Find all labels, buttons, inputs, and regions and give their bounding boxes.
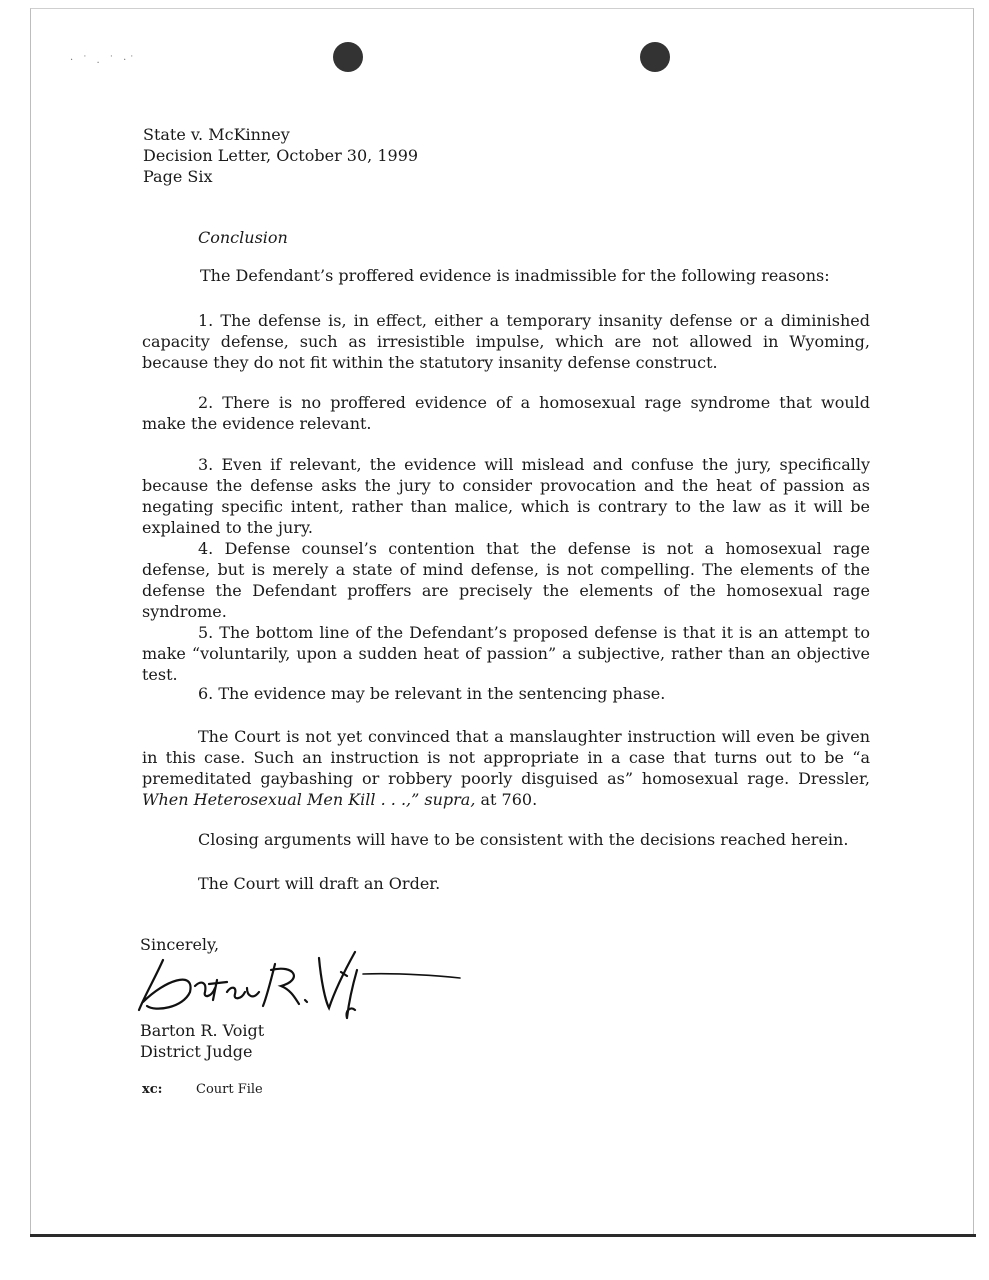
reason-6: 6. The evidence may be relevant in the sentencing phase. bbox=[198, 684, 666, 703]
signer-name: Barton R. Voigt bbox=[140, 1021, 265, 1040]
reason-2: 2. There is no proffered evidence of a homosexual rage syndrome that would make the evidence relevant. bbox=[142, 393, 870, 433]
scan-specks: · ˙ . ˙ ·˙ bbox=[70, 55, 138, 66]
court-paragraph: The Court is not yet convinced that a manslaughter instruction will even be given in this case. Such an instruction is not appropriate in a case that turns out to be “a premeditated gaybashing or robbery poorly disguised as” homosexual rage. Dressler, When Heterosexual Men Kill . . .,” supra, at 760. bbox=[142, 727, 870, 809]
page-label: Page Six bbox=[143, 167, 213, 186]
reason-4: 4. Defense counsel’s contention that the defense is not a homosexual rage defense, but is merely a state of mind defense, is not compelling. The elements of the defense the Defendant proffers are precisely the elements of the homosexual rage syndrome. bbox=[142, 539, 870, 621]
order-line: The Court will draft an Order. bbox=[198, 874, 441, 893]
salutation: Sincerely, bbox=[140, 935, 220, 954]
intro-sentence: The Defendant’s proffered evidence is inadmissible for the following reasons: bbox=[200, 266, 830, 285]
closing-arguments-line: Closing arguments will have to be consistent with the decisions reached herein. bbox=[198, 830, 849, 849]
bottom-rule bbox=[30, 1234, 976, 1237]
letter-date: Decision Letter, October 30, 1999 bbox=[143, 146, 419, 165]
punch-hole-right bbox=[640, 42, 670, 72]
copy-notation bbox=[142, 1082, 263, 1097]
xc-label: xc: bbox=[142, 1082, 163, 1097]
signer-title: District Judge bbox=[140, 1042, 253, 1061]
section-title: Conclusion bbox=[198, 228, 288, 247]
xc-value: Court File bbox=[196, 1082, 263, 1097]
signer-block bbox=[140, 1020, 264, 1062]
punch-hole-left bbox=[333, 42, 363, 72]
reason-1: 1. The defense is, in effect, either a temporary insanity defense or a diminished capacity defense, such as irresistible impulse, which are not allowed in Wyoming, because they do not fit within the statutory insanity defense construct. bbox=[142, 311, 870, 372]
reason-3: 3. Even if relevant, the evidence will mislead and confuse the jury, specifically because the defense asks the jury to consider provocation and the heat of passion as negating specific intent, rather than malice, which is contrary to the law as it will be explained to the jury. bbox=[142, 455, 871, 537]
reason-5: 5. The bottom line of the Defendant’s proposed defense is that it is an attempt to make “voluntarily, upon a sudden heat of passion” a subjective, rather than an objective test. bbox=[142, 623, 871, 684]
case-name: State v. McKinney bbox=[143, 125, 290, 144]
letter-header bbox=[143, 124, 418, 187]
signature-graphic bbox=[135, 940, 465, 1020]
